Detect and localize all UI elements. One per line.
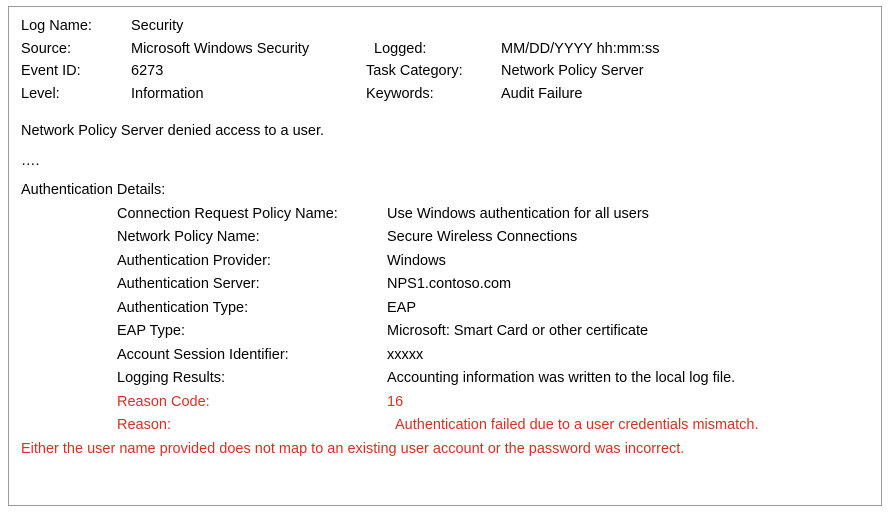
detail-label: EAP Type: [117, 323, 185, 339]
detail-label: Network Policy Name: [117, 229, 260, 245]
detail-label: Account Session Identifier: [117, 346, 289, 363]
detail-label: Connection Request Policy Name: [117, 205, 338, 222]
detail-row-reason-code [21, 395, 871, 410]
source-label: Source: [21, 40, 71, 57]
spacer-before-details [21, 168, 871, 183]
detail-value: Secure Wireless Connections [387, 229, 578, 245]
detail-value: NPS1.contoso.com [387, 276, 512, 292]
detail-row [21, 301, 871, 316]
source-value: Microsoft Windows Security [131, 40, 310, 57]
header-row-level [21, 87, 871, 102]
detail-label: Authentication Provider: [117, 252, 271, 269]
detail-value: EAP [387, 299, 417, 316]
keywords-label: Keywords: [366, 85, 434, 102]
detail-value: Windows [387, 252, 446, 269]
event-id-label: Event ID: [21, 63, 81, 79]
detail-row [21, 277, 871, 292]
detail-row [21, 230, 871, 245]
detail-row [21, 324, 871, 339]
header-row-event-id [21, 64, 871, 79]
log-name-label: Log Name: [21, 18, 92, 34]
detail-row-reason [21, 418, 871, 433]
detail-row [21, 348, 871, 363]
logged-label: Logged: [374, 40, 427, 57]
detail-label: Authentication Type: [117, 299, 249, 316]
spacer-after-description [21, 139, 871, 154]
reason-value: Authentication failed due to a user credentials mismatch. [395, 417, 759, 433]
level-value: Information [131, 85, 204, 102]
task-category-label: Task Category: [366, 63, 463, 79]
event-log-detail-panel [8, 6, 882, 506]
header-row-log-name [21, 19, 871, 34]
authentication-details-title: Authentication Details: [21, 182, 166, 198]
spacer-after-header [21, 109, 871, 124]
event-id-value: 6273 [131, 63, 164, 79]
reason-code-label: Reason Code: [117, 393, 210, 410]
detail-value: Use Windows authentication for all users [387, 205, 649, 222]
detail-row [21, 254, 871, 269]
detail-row [21, 371, 871, 386]
logged-value: MM/DD/YYYY hh:mm:ss [501, 40, 660, 57]
detail-label: Logging Results: [117, 370, 226, 386]
detail-value: Microsoft: Smart Card or other certificate [387, 323, 649, 339]
level-label: Level: [21, 85, 60, 102]
log-name-value: Security [131, 18, 184, 34]
detail-value: Accounting information was written to the local log file. [387, 370, 736, 386]
ellipsis-text: …. [21, 152, 40, 169]
reason-code-value: 16 [387, 393, 404, 410]
keywords-value: Audit Failure [501, 85, 583, 102]
detail-value: xxxxx [387, 346, 424, 363]
header-row-source [21, 42, 871, 57]
task-category-value: Network Policy Server [501, 63, 644, 79]
error-explanation-text: Either the user name provided does not map to an existing user account or the password was incorrect. [21, 440, 685, 457]
reason-label: Reason: [117, 417, 172, 433]
detail-label: Authentication Server: [117, 276, 260, 292]
event-description: Network Policy Server denied access to a user. [21, 123, 325, 139]
detail-row [21, 207, 871, 222]
